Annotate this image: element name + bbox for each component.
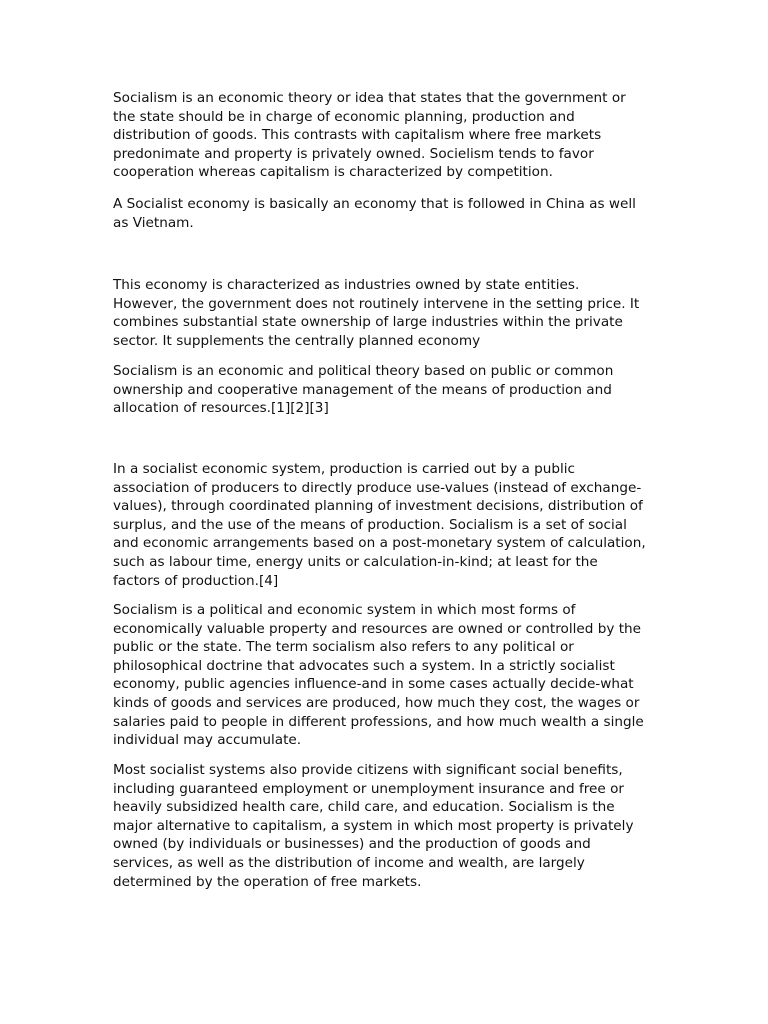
paragraph-socialist-economic-system: In a socialist economic system, production is carried out by a public association of producers to directly produce use-values (instead of exchange- values), through coordinated planning of investment decisions, distribution of surplus, and the use of the means of production. Socialism is a set of social and economic arrangements based on a post-monetary system of calculation, such as labour time, energy units or calculation-in-kind; at least for the factors of production.[4] (113, 461, 646, 589)
paragraph-social-benefits: Most socialist systems also provide citizens with significant social benefits, including guaranteed employment or unemployment insurance and free or heavily subsidized health care, child care, and education. Socialism is the major alternative to capitalism, a system in which most property is privately owned (by individuals or businesses) and the production of goods and services, as well as the distribution of income and wealth, are largely determined by the operation of free markets. (113, 762, 634, 890)
paragraph-socialism-definition: Socialism is an economic theory or idea that states that the government or the state should be in charge of economic planning, production and distribution of goods. This contrasts with capitalism where free markets predonimate and property is privately owned. Socielism tends to favor cooperation whereas capitalism is characterized by competition. (113, 90, 626, 181)
paragraph-socialist-economy-examples: A Socialist economy is basically an economy that is followed in China as well as Vietnam. (113, 196, 636, 231)
paragraph-political-theory: Socialism is an economic and political theory based on public or common ownership and cooperative management of the means of production and allocation of resources.[1][2][3] (113, 363, 614, 417)
paragraph-political-economic-system: Socialism is a political and economic system in which most forms of economically valuable property and resources are owned or controlled by the public or the state. The term socialism also refers to any political or philosophical doctrine that advocates such a system. In a strictly socialist economy, public agencies influence-and in some cases actually decide-what kinds of goods and services are produced, how much they cost, the wages or salaries paid to people in different professions, and how much wealth a single individual may accumulate. (113, 602, 644, 749)
paragraph-economy-characteristics: This economy is characterized as industries owned by state entities. However, the government does not routinely intervene in the setting price. It combines substantial state ownership of large industries within the private sector. It supplements the centrally planned economy (113, 277, 640, 349)
